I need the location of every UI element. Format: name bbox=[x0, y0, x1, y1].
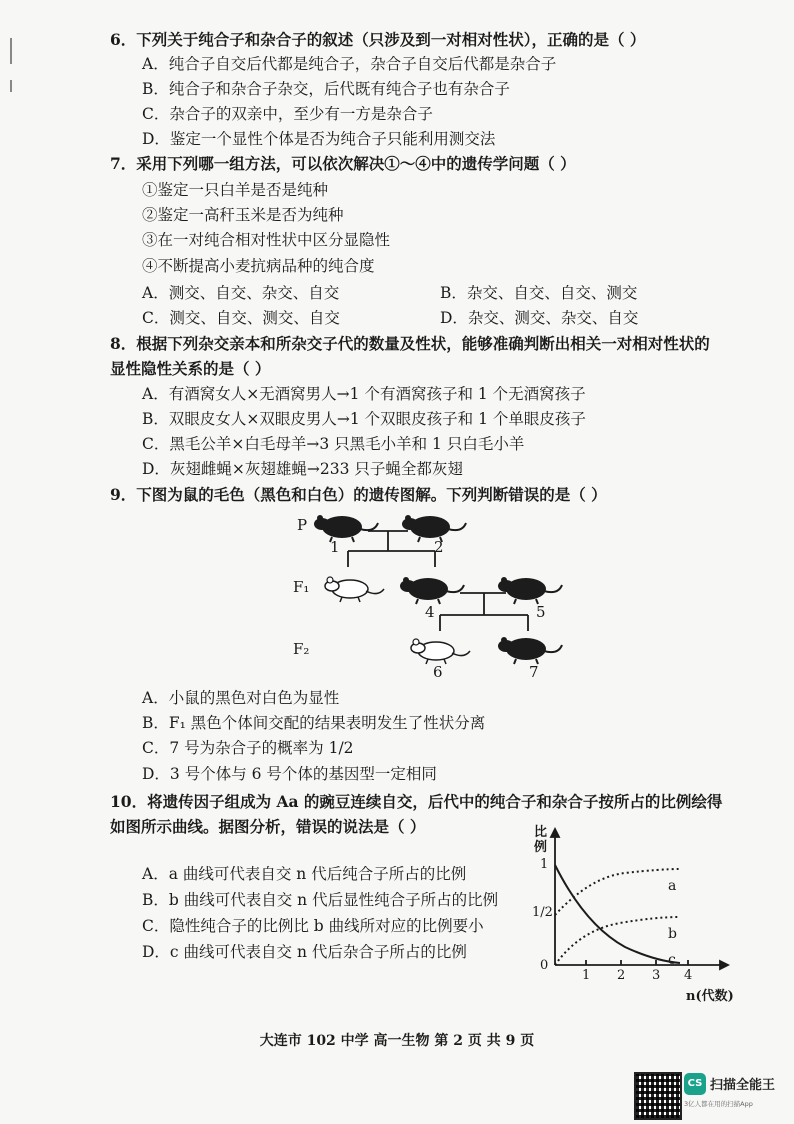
q7-item-4: ④不断提高小麦抗病品种的纯合度 bbox=[142, 257, 375, 275]
graph-x-label: n(代数) bbox=[686, 989, 734, 1004]
q10-option-c: C．隐性纯合子的比例比 b 曲线所对应的比例要小 bbox=[142, 917, 484, 935]
curve-label-c: c bbox=[668, 952, 676, 968]
page-footer: 大连市 102 中学 高一生物 第 2 页 共 9 页 bbox=[259, 1033, 535, 1049]
q6-option-a: A．纯合子自交后代都是纯合子，杂合子自交后代都是杂合子 bbox=[142, 55, 557, 73]
q8-option-d: D．灰翅雌蝇×灰翅雄蝇→233 只子蝇全都灰翅 bbox=[142, 460, 463, 478]
q7-item-2: ②鉴定一高秆玉米是否为纯种 bbox=[142, 206, 344, 224]
q10-option-b: B．b 曲线可代表自交 n 代后显性纯合子所占的比例 bbox=[142, 891, 499, 909]
q6-option-c: C．杂合子的双亲中，至少有一方是杂合子 bbox=[142, 105, 433, 123]
generation-f2-label: F₂ bbox=[293, 640, 310, 658]
question-6-stem: 6．下列关于纯合子和杂合子的叙述（只涉及到一对相对性状），正确的是（ ） bbox=[110, 30, 646, 49]
curve-a bbox=[555, 869, 680, 915]
curve-label-a: a bbox=[668, 878, 677, 894]
question-8-stem-cont: 显性隐性关系的是（ ） bbox=[110, 359, 271, 378]
q9-option-b: B．F₁ 黑色个体间交配的结果表明发生了性状分离 bbox=[142, 714, 486, 732]
curve-label-b: b bbox=[668, 926, 677, 942]
q8-option-b: B．双眼皮女人×双眼皮男人→1 个双眼皮孩子和 1 个单眼皮孩子 bbox=[142, 410, 586, 428]
mouse-3-white bbox=[325, 577, 384, 602]
q10-option-a: A．a 曲线可代表自交 n 代后纯合子所占的比例 bbox=[142, 865, 467, 883]
curve-b bbox=[555, 917, 680, 965]
question-9-stem: 9．下图为鼠的毛色（黑色和白色）的遗传图解。下列判断错误的是（ ） bbox=[110, 485, 607, 504]
q10-option-d: D．c 曲线可代表自交 n 代后杂合子所占的比例 bbox=[142, 943, 467, 961]
question-10-stem-cont: 如图所示曲线。据图分析，错误的说法是（ ） bbox=[110, 817, 426, 836]
x-tick-4: 4 bbox=[684, 968, 693, 983]
q9-option-a: A．小鼠的黑色对白色为显性 bbox=[142, 689, 340, 707]
mouse-7-black bbox=[498, 637, 562, 664]
mouse-number-7: 7 bbox=[529, 663, 539, 681]
camscanner-title: 扫描全能王 bbox=[710, 1078, 776, 1093]
mouse-6-white bbox=[411, 639, 470, 664]
question-10-stem: 10．将遗传因子组成为 Aa 的豌豆连续自交，后代中的纯合子和杂合子按所占的比例绘得 bbox=[110, 792, 723, 811]
camscanner-logo: CS bbox=[684, 1073, 706, 1095]
mouse-1-black bbox=[314, 515, 378, 542]
graph-axes bbox=[551, 829, 728, 969]
y-tick-0: 0 bbox=[540, 958, 549, 973]
y-tick-half: 1/2 bbox=[532, 905, 553, 920]
q9-option-c: C．7 号为杂合子的概率为 1/2 bbox=[142, 739, 354, 757]
q6-option-d: D．鉴定一个显性个体是否为纯合子只能利用测交法 bbox=[142, 130, 496, 148]
mouse-number-1: 1 bbox=[330, 538, 340, 556]
q9-option-d: D．3 号个体与 6 号个体的基因型一定相同 bbox=[142, 765, 437, 783]
generation-p-label: P bbox=[297, 516, 308, 534]
mouse-number-6: 6 bbox=[433, 663, 443, 681]
generation-f1-label: F₁ bbox=[293, 578, 310, 596]
q6-option-b: B．纯合子和杂合子杂交，后代既有纯合子也有杂合子 bbox=[142, 80, 510, 98]
q7-option-b: B．杂交、自交、自交、测交 bbox=[440, 284, 638, 302]
proportion-curve-graph bbox=[530, 825, 730, 1005]
mouse-number-2: 2 bbox=[434, 538, 444, 556]
scan-edge-mark bbox=[10, 80, 12, 92]
qr-code bbox=[634, 1072, 682, 1120]
y-tick-1: 1 bbox=[540, 857, 549, 872]
q7-item-3: ③在一对纯合相对性状中区分显隐性 bbox=[142, 231, 391, 249]
mouse-number-4: 4 bbox=[425, 603, 435, 621]
scan-edge-mark bbox=[10, 38, 12, 64]
x-tick-3: 3 bbox=[652, 968, 661, 983]
q8-option-c: C．黑毛公羊×白毛母羊→3 只黑毛小羊和 1 只白毛小羊 bbox=[142, 435, 525, 453]
mouse-pedigree-figure bbox=[280, 505, 580, 685]
mouse-4-black bbox=[400, 577, 464, 604]
x-tick-1: 1 bbox=[582, 968, 591, 983]
q8-option-a: A．有酒窝女人×无酒窝男人→1 个有酒窝孩子和 1 个无酒窝孩子 bbox=[142, 385, 586, 403]
mouse-5-black bbox=[498, 577, 562, 604]
camscanner-subtitle: 3亿人都在用的扫描App bbox=[684, 1100, 753, 1108]
question-8-stem: 8．根据下列杂交亲本和所杂交子代的数量及性状，能够准确判断出相关一对相对性状的 bbox=[110, 334, 710, 353]
q7-option-a: A．测交、自交、杂交、自交 bbox=[142, 284, 340, 302]
x-tick-2: 2 bbox=[617, 968, 626, 983]
mouse-number-5: 5 bbox=[536, 603, 546, 621]
q7-option-c: C．测交、自交、测交、自交 bbox=[142, 309, 340, 327]
q7-item-1: ①鉴定一只白羊是否是纯种 bbox=[142, 181, 329, 199]
curve-c bbox=[555, 865, 680, 963]
graph-y-label: 比例 bbox=[534, 825, 548, 855]
q7-option-d: D．杂交、测交、杂交、自交 bbox=[440, 309, 639, 327]
question-7-stem: 7．采用下列哪一组方法，可以依次解决①～④中的遗传学问题（ ） bbox=[110, 154, 576, 173]
